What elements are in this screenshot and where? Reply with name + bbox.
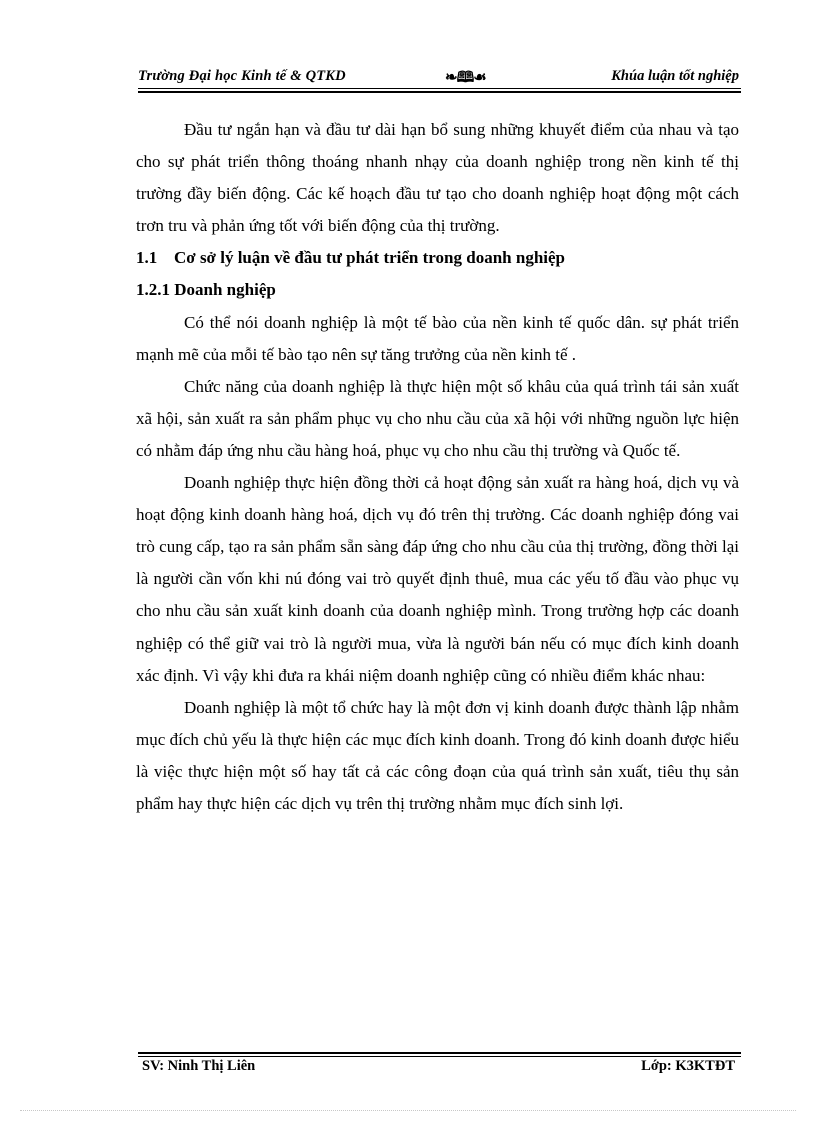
header-doc-type: Khúa luận tốt nghiệp (611, 68, 739, 84)
section-number: 1.1 (136, 248, 158, 268)
paragraph-enterprise-function: Chức năng của doanh nghiệp là thực hiện một số khâu của quá trình tái sản xuất xã hội, sản xuất ra sản phẩm phục vụ cho nhu cầu của xã hội với những nguồn lực hiện có nhằm đáp ứng nhu cầu hàng hoá, phục vụ cho nhu cầu thị trường và Quốc tế. (136, 376, 739, 460)
paragraph-enterprise-definition: Doanh nghiệp là một tổ chức hay là một đơn vị kinh doanh được thành lập nhằm mục đích chủ yếu là thực hiện các mục đích kinh doanh. Trong đó kinh doanh được hiểu là việc thực hiện một số hay tất cả các công đoạn của quá trình sản xuất, tiêu thụ sản phẩm hay thực hiện các dịch vụ trên thị trường nhằm mục đích sinh lợi. (136, 697, 739, 813)
paragraph-investment: Đầu tư ngắn hạn và đầu tư dài hạn bổ sung những khuyết điểm của nhau và tạo cho sự phát triển thông thoáng nhanh nhạy của doanh nghiệp trong nền kinh tế thị trường đầy biến động. Các kế hoạch đầu tư tạo cho doanh nghiệp hoạt động một cách trơn tru và phản ứng tốt với biến động của thị trường. (136, 120, 739, 236)
header-rule-thin (138, 88, 741, 89)
section-heading-1-1 (136, 242, 739, 274)
footer-class: Lớp: K3KTĐT (641, 1058, 735, 1074)
paragraph-enterprise-cell: Có thể nói doanh nghiệp là một tế bào của nền kinh tế quốc dân. sự phát triển mạnh mẽ của mỗi tế bào tạo nên sự tăng trưởng của nền kinh tế . (136, 312, 739, 364)
header-ornament-icon: ❧🕮☙ (445, 70, 486, 86)
section-title: Cơ sở lý luận về đầu tư phát triển trong doanh nghiệp (174, 248, 565, 268)
header-rule-thick (138, 91, 741, 93)
footer-rule-thick (138, 1052, 741, 1054)
footer-student: SV: Ninh Thị Liên (142, 1058, 256, 1074)
document-body (136, 114, 739, 820)
header-university: Trường Đại học Kinh tế & QTKD (138, 68, 346, 84)
section-heading-1-2-1: 1.2.1 Doanh nghiệp (136, 280, 276, 300)
page-footer (142, 1058, 735, 1078)
page-header (138, 66, 741, 88)
paragraph-enterprise-activities: Doanh nghiệp thực hiện đồng thời cả hoạt động sản xuất ra hàng hoá, dịch vụ và hoạt động kinh doanh hàng hoá, dịch vụ đó trên thị trường. Các doanh nghiệp đóng vai trò cung cấp, tạo ra sản phẩm sẵn sàng đáp ứng cho nhu cầu của thị trường, đồng thời lại là người cần vốn khi nú đóng vai trò quyết định thuê, mua các yếu tố đầu vào phục vụ cho nhu cầu sản xuất kinh doanh của doanh nghiệp mình. Trong trường hợp các doanh nghiệp có thể giữ vai trò là người mua, vừa là người bán nếu có mục đích kinh doanh xác định. Vì vậy khi đưa ra khái niệm doanh nghiệp cũng có nhiều điểm khác nhau: (136, 473, 739, 685)
page-bottom-dotted-divider (20, 1110, 796, 1111)
footer-rule-thin (138, 1056, 741, 1057)
